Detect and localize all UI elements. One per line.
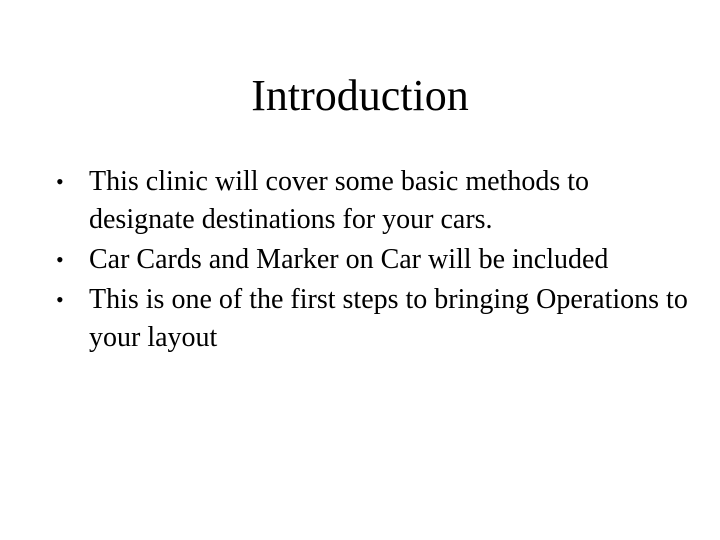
bullet-item <box>54 241 694 279</box>
bullet-item <box>54 281 694 357</box>
bullet-text: This is one of the first steps to bringing Operations to your layout <box>89 284 688 353</box>
bullet-icon: • <box>56 247 64 272</box>
bullet-icon: • <box>56 169 64 194</box>
bullet-icon: • <box>56 287 64 312</box>
slide-title: Introduction <box>251 71 469 120</box>
bullet-text: Car Cards and Marker on Car will be included <box>89 244 609 275</box>
bullet-item <box>54 163 694 239</box>
bullet-text: This clinic will cover some basic methods to designate destinations for your cars. <box>89 166 590 235</box>
bullet-list <box>54 163 694 359</box>
